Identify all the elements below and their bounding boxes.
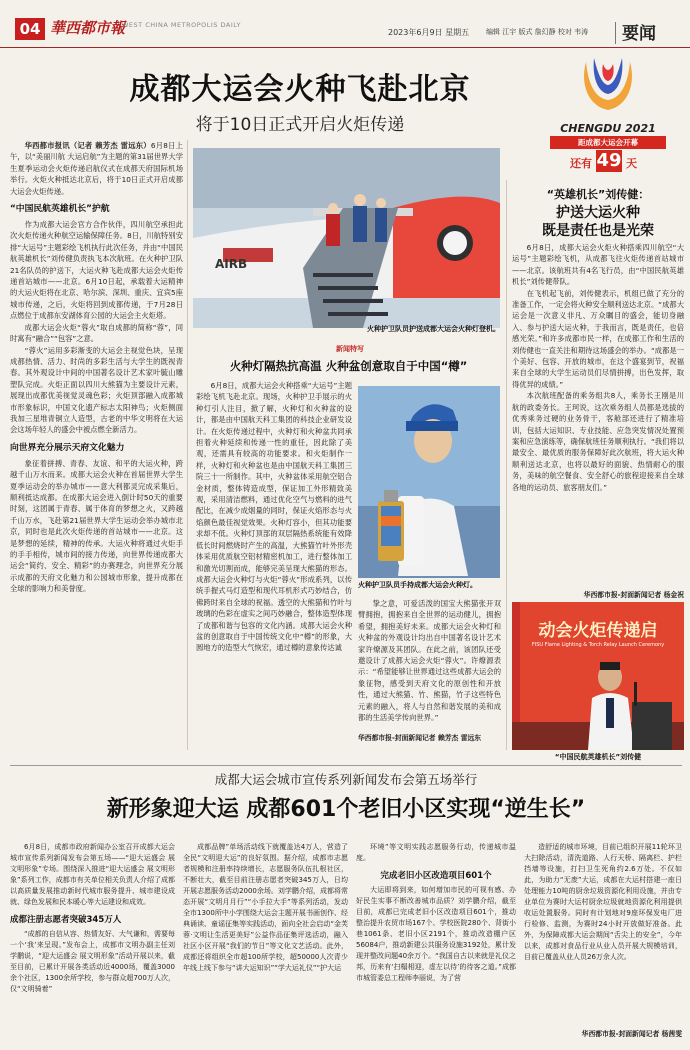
section-rule [10,765,682,766]
sidebar-credit: 华西都市报-封面新闻记者 杨金祝 [583,591,684,599]
bottom-column-3 [356,842,516,1046]
paragraph: 6月8日，成都大运会火种搭乘“大运号”主题彩绘飞机飞赴北京。现场，火种护卫手展示的火种灯引人注目，掀了解，火种灯和火种盆的设计，都是由中国航天科工集团的科技企业研发设计。在火炬传递过程中，火种灯和火种盆共同承担着火种延续和传递一性的重任，因此除了美观，还需具有较高的功能要求。和火炬制作一样，火种灯和火种盆也是由中国航天科工集团三院三十一所制作。其中，火种盆体采用航空铝合金材质，整体铸造成型，保证加工外形精致美观，采用清洁燃料，通过优化空气与燃料的进气配比，在减少成烟量的同时，保证火焰形态与火焰颜色最佳视觉效果。火种灯容小，但其功能要求却不低。火种灯顶部的双层隔热系统能有效降低长时间燃烧时产生的高温，大熊猫竹叶外形壳体采用优质航空铝材精密机加工，进行整体加工和激光切割而成，能够完美呈现大熊猫的形态。成都大运会火种灯与火炬“蓉火”形成系列，以传统手握式马灯造型和现代耳机形式巧妙结合，仿佛跨时来自全球的祝福。透空的大熊猫和竹叶与玻璃的色彩在虚实之间巧妙融合，整体造型体现了成都和谐与包容的文化内涵。成都大运会火种盆的创意取自于中国传统文化中“樽”的形象，大圆地方的造型大气恢宏，通过樽的意象传达诚 [196,381,352,653]
column-rule [506,180,507,750]
page-number: 04 [15,18,45,40]
special-report-label: 新闻特写 [336,345,364,353]
badge-countdown-text: 距成都大运会开幕 [550,136,666,149]
subhead-old-communities: 完成老旧小区改造项目601个 [380,871,492,881]
paragraph: 6月8日，成都大运会火炬火种搭乘四川航空“大运号”主题彩绘飞机，从成都飞往火炬传递首站城市——北京。该航班共有4名飞行员，由“中国民航英雄机长”刘传健带队。 [512,243,684,287]
feature-column-b [358,598,501,728]
masthead [0,0,690,48]
badge-still: 还有 [570,157,592,170]
bottom-credit: 华西都市报-封面新闻记者 杨茜雯 [581,1030,682,1038]
photo-captain [512,602,684,750]
feature-column-a [196,380,352,752]
feature-headline: 火种灯隔热抗高温 火种盆创意取自于中国“樽” [229,359,468,373]
ceremony-banner-text: 动会火炬传递启 [538,621,658,641]
main-subheadline: 将于10日正式开启火炬传递 [195,115,405,135]
plane-scene-image [193,148,500,328]
paragraph: “成都的自信从容、热情友好、大气谦和，需要每一个‘我’来呈现。”发布会上，成都市文明办副主任刘学鹏说，“迎大运盛会 展文明形象”活动开展以来，截至目前，已累计开展各类活动近4000场，覆盖3000余个社区，1300余所学校，参与群众超700万人次，仅“文明骑着” [10,930,175,993]
badge-days: 49 [596,150,622,171]
photo-flame-lamp-caption: 火种护卫队员手持成都大运会火种灯。 [358,581,477,589]
bottom-kicker: 成都大运会城市宣传系列新闻发布会第五场举行 [214,772,478,787]
bottom-column-2 [183,842,348,1046]
section-divider [615,22,616,44]
sidebar-title-line-1: 护送大运火种 [556,205,640,221]
paragraph: 作为成都大运会官方合作伙伴，四川航空承担此次火炬传递火种航空运输保障任务。8日，川航特别安排“大运号”主题彩绘飞机执行此次任务，并由“中国民航英雄机长”刘传健负责执飞本次航班。在火种护卫队21名队员的护送下，大运火种飞赴成都大运会火炬传递首站城市——北京。6月10日起，承载着大运精神的大运火炬将在北京、哈尔滨、深圳、重庆、宜宾5座城市传递，之后，火炬将回到成都传递，于7月28日点燃位于成都东安湖体育公园的大运会主火炬塔。 [10,220,183,321]
column-rule [187,140,188,750]
paragraph: 本次航班配备的乘务组共8人，乘务长王刚是川航的政委务长。王珂说，这次乘务组人员都是选拔的优秀乘务过硬的业务骨干，客舱部还进行了精准培训，包括大运知识、专业技能、应急突发情况处置预案和应急演练等，确保航班任务顺利执行。“我们将以最安全、最优质的服务保障好此次航班，将大运火种顺利送达北京，也将以最好的面貌、热情耐心的服务，美味的航空餐食、安全舒心的旅程迎接来自全球各地的运动员、旅客朋友们。” [512,391,684,492]
paper-english-name: WEST CHINA METROPOLIS DAILY [122,21,241,29]
ceremony-banner-english: FISU Flame Lighting & Torch Relay Launch Ceremony [531,642,665,648]
countdown-badge [548,54,668,174]
flame-carrier-image [358,386,500,578]
bottom-column-1 [10,842,175,1046]
paragraph: 成都品牌”单场活动线下就覆盖达4万人，营造了全民“文明迎大运”的良好氛围。据介绍，成都市志愿者规模和注册率持续增长，志愿服务队伍扎根社区，不断壮大，截至目前注册志愿者突破345万人，日均开展志愿服务活动2000余场。刘学鹏介绍，成都将常态开展“文明月月行”“小手拉大手”等系列活动，发动全市1300所中小学围绕大运会主题开展书画创作、经典诵读、童谣征集等实践活动，面向全社会启动“金芙蓉·文明让生活更美好”公益作品征集评选活动，融入社区小区开展“我们的节日”等文化文艺活动。此外，成都还将组织全市超100所学校，超50000人次青少年线上线下参与“讲大运知识”“学大运礼仪”“护大运 [183,843,348,972]
lead-credit: 华西都市报讯（记者 赖芳杰 雷远东） [24,141,151,150]
article-column-1 [10,140,183,780]
paragraph: 大运即将到来，如何增加市民的可视有感、办好民生实事不断改善城市品质？刘学鹏介绍，截至目前，成都已完成老旧小区改造项目601个，推动整治提升农贸市场167个、学校医院280个、背街小巷1061条、老旧小区2191个，推动改造棚户区56084户，推动新建公共服务设施3192处，累计发现并整改问题40余万个。“我国自古以来就是礼仪之邦，历来有‘扫榻相迎，虚左以待’的待客之道。”成都市城管委总工程师李丽说，为了营 [356,886,516,982]
paper-logo: 華西都市報 [50,19,126,37]
paragraph: 在飞机起飞前，刘传健表示，机组已做了充分的准备工作，一定会将火种安全顺利送达北京。“成都大运会是一次意义非凡、万众瞩目的盛会，能切身融入、参与护送大运火种，于我而言，既是责任，也倍感光荣。”和许多成都市民一样，在成都工作和生活的刘传健也一直关注和期待这场盛会的举办。“成都是一个美好、包容、开放的城市，在这个盛宴到节，祝福来自全球的大学生运动员们尽情拼搏，出色发挥，取得优异的成绩。” [512,288,684,389]
subhead-volunteers: 成都注册志愿者突破345万人 [10,915,122,925]
captain-image [512,602,684,750]
paragraph: 象征着拼搏、青春、友谊、和平的大运火种，跨越千山万水而来。成都大运会火种在首届世界大学生夏季运动会的举办城市——意大利都灵完成采集后，顺利抵达成都。在成都大运会进入倒计时50天的重要时刻，这团属于青春、属于体育的梦想之火，又跨越千山万水，飞赴第21届世界大学生运动会举办城市北京，同时也是此次火炬传递的首站城市——北京。这是梦想的延续，精神的传承。大运火种将通过火炬手的手手相传，城市间的接力传递，向世界传递成都大运会“简约、安全、精彩”的办赛理念，向世界充分展示成都的天府文化魅力和公园城市形象，提升成都在全球的影响力和美誉度。 [10,458,183,594]
paragraph: “蓉火”运用多彩渐变的大运会主视觉色块，呈现成都热情、活力、时尚的多彩生活与大学生的既视青春。其外观设计中间的中国著名设计艺术家叶毓山雕塑队完成。火炬正面以四川大熊猫为主要设计元素，展现出成都优美视觉灵魂色彩；火炬顶部融入成都城市形象标识，中国文化遗产标志太阳神鸟；火炬侧面我加三星堆青铜立人造型，古老的中华文明将在大运会这场年轻人的盛会中被点燃全新活力。 [10,345,183,435]
subhead-hero-captain: “中国民航英雄机长”护航 [10,204,110,215]
paragraph: 环境”等文明实践志愿服务行动，传递城市温度。 [356,843,516,862]
paragraph: 造舒适的城市环境，目前已组织开展11轮环卫大扫除活动，清洗道路、人行天桥、隔离栏、护栏挡墙等设施，打扫卫生死角约2.6万处。不仅如此，为助力“无废”大运，成都在大运村搭建一座日处理能力10吨的厨余垃圾资源化利用设施，并由专业单位为赛时大运村厨余垃圾就地资源化利用提供收运处置服务。同时有计划地对9座环保发电厂进行检修、监测，为赛时24小时开放做好准备。此外，为保障成都大运会期间“舌尖上的安全”，今年以来，成都对食品行业从业人员开展大规模培训，目前已覆盖从业人员26万余人次。 [524,843,682,961]
bottom-lead: 6月8日，成都市政府新闻办公室召开成都大运会城市宣传系列新闻发布会第五场——“迎大运盛会 展文明形象”专场。围绕深入推进“迎大运盛会 展文明形象”系列工作，成都市有关单位相关负责人介绍了成都以高质量发展推动新时代城市服务提升、城市建设成就、绿色发展和民本暖心等大运建设和成效。 [10,843,175,906]
photo-flame-lamp [358,386,500,578]
paragraph: 挚之意，可爱活泼的国宝大熊猫张开双臂拥抱，拥抱来自全世界的运动健儿，拥抱希望，拥抱美好未来。成都大运会火种灯和火种盆的外观设计均出自中国著名设计艺术家许燎源及其团队。在此之前，该团队还受邀设计了成都大运会火炬“蓉火”。许燎源表示：“希望能够让世界通过这些成都大运会的象征物，感受到天府文化的原创性和开放性，通过大熊猫、竹、熊猫，竹子这些特色元素的融入，将人与自然和谐发展的美和成都的生活美学传向世界。” [358,599,501,723]
sidebar-article [512,242,684,588]
svg-text:AIRB: AIRB [215,257,248,271]
bottom-headline: 新形象迎大运 成都601个老旧小区实现“逆生长” [106,797,586,822]
badge-city: CHENGDU 2021 [560,122,656,135]
photo-plane-caption: 火种护卫队员护送成都大运会火种灯登机。 [367,325,500,333]
main-headline: 成都大运会火种飞赴北京 [129,72,471,107]
sidebar-title-line-2: 既是责任也是光荣 [542,223,654,239]
paragraph: 成都大运会火炬“蓉火”取自成都的简称“蓉”，同时寓有“融合”“包容”之意。 [10,322,183,344]
sidebar-kicker: “英雄机长”刘传健： [546,188,650,201]
badge-days-row [570,150,650,172]
issue-date: 2023年6月9日 星期五 [388,28,470,37]
feature-credit: 华西都市报-封面新闻记者 赖芳杰 雷远东 [358,734,482,742]
bottom-column-4 [524,842,682,1026]
photo-plane-boarding [193,148,500,328]
section-label: 要闻 [622,24,656,44]
lead-paragraph: 6月8日上午，以“美丽川航 大运启航”为主题的第31届世界大学生夏季运动会火炬传递启航仪式在成都天府国际机场举行。火炬火种抵达北京后，将于10日正式开启成都大运会火炬传递。 [10,141,183,196]
badge-day-unit: 天 [626,157,637,170]
subhead-culture: 向世界充分展示天府文化魅力 [10,442,125,453]
photo-captain-caption: “中国民航英雄机长”刘传健 [554,753,642,761]
chengdu-2021-emblem [548,54,668,124]
staff-line: 编辑 江宇 版式 詹幻静 校对 韦涛 [486,28,589,36]
